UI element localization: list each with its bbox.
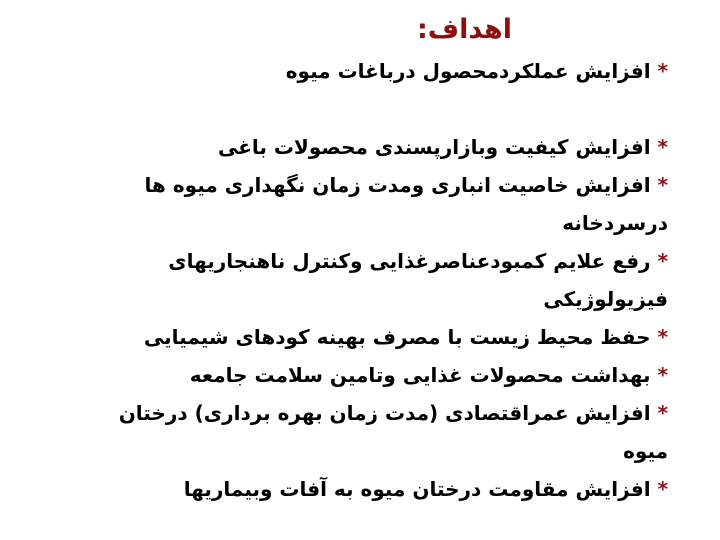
bullet-asterisk: *	[657, 173, 668, 197]
bullet-asterisk: *	[657, 325, 668, 349]
list-item	[44, 166, 668, 242]
bullet-asterisk: *	[657, 249, 668, 273]
list-item	[44, 52, 668, 90]
list-item	[44, 318, 668, 356]
bullet-asterisk: *	[657, 135, 668, 159]
item-text: افزایش مقاومت درختان میوه به آفات وبیماریها	[183, 477, 651, 501]
bullet-asterisk: *	[657, 477, 668, 501]
objectives-list	[44, 52, 668, 508]
list-item	[44, 356, 668, 394]
item-text-continued: درسردخانه	[562, 211, 668, 235]
item-text: افزایش عملکردمحصول درباغات میوه	[285, 59, 651, 83]
slide-title: اهداف:	[417, 14, 512, 45]
item-text-continued: میوه	[623, 439, 668, 463]
spacer	[44, 90, 668, 128]
bullet-asterisk: *	[657, 401, 668, 425]
item-text: بهداشت محصولات غذایی وتامین سلامت جامعه	[189, 363, 651, 387]
item-text: افزایش عمراقتصادی (مدت زمان بهره برداری) درختان	[118, 401, 651, 425]
list-item	[44, 394, 668, 470]
item-text: حفظ محیط زیست با مصرف بهینه کودهای شیمیایی	[143, 325, 651, 349]
bullet-asterisk: *	[657, 59, 668, 83]
item-text: افزایش خاصیت انباری ومدت زمان نگهداری میوه ها	[144, 173, 651, 197]
list-item	[44, 242, 668, 318]
list-item	[44, 128, 668, 166]
item-text-continued: فیزیولوژیکی	[543, 287, 668, 311]
bullet-asterisk: *	[657, 363, 668, 387]
item-text: رفع علایم کمبودعناصرغذایی وکنترل ناهنجاریهای	[168, 249, 651, 273]
list-item	[44, 470, 668, 508]
item-text: افزایش کیفیت وبازارپسندی محصولات باغی	[217, 135, 651, 159]
